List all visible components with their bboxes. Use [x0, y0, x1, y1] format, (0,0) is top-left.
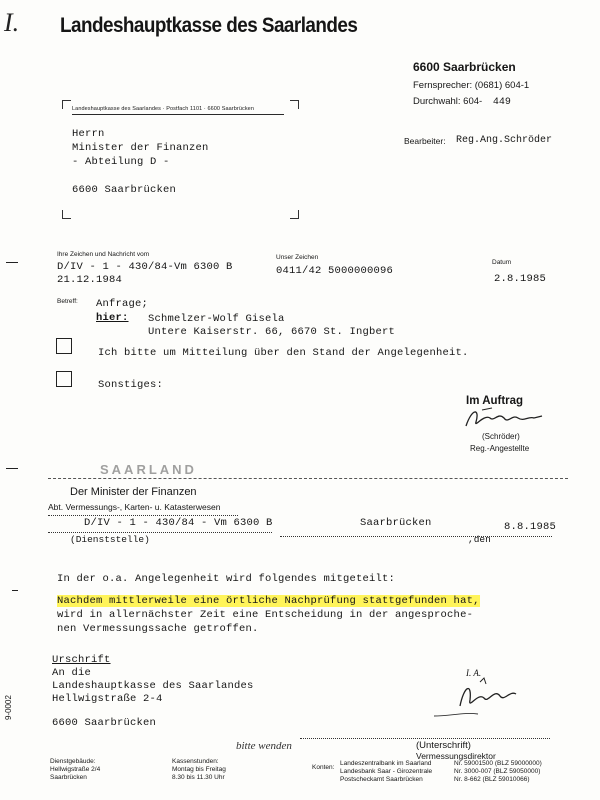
bearbeiter-value: Reg.Ang.Schröder	[456, 135, 553, 146]
urschrift-label: Urschrift	[52, 654, 111, 666]
datum-label: Datum	[492, 259, 512, 266]
footer-building-line1: Hellwigstraße 2/4	[50, 766, 101, 773]
direct-ext: 449	[492, 97, 511, 108]
footer-building-line2: Saarbrücken	[50, 774, 87, 781]
section-divider	[48, 478, 568, 479]
footer-bank3: Postscheckamt Saarbrücken	[340, 776, 423, 783]
betreff-line1: Anfrage;	[96, 298, 149, 310]
bearbeiter-label: Bearbeiter:	[404, 136, 446, 146]
reply-body1-highlight: Nachdem mittlerweile eine örtliche Nachprüfung stattgefunden hat,	[57, 595, 480, 607]
reply-body1	[57, 595, 480, 607]
org-dotted-line	[48, 515, 238, 516]
signature2-title: Vermessungsdirektor	[416, 751, 496, 761]
fold-mark-2	[6, 468, 18, 469]
handwritten-bitte-wenden: bitte wenden	[236, 740, 292, 752]
footer-hours-label: Kassenstunden:	[172, 758, 219, 765]
reply-date: 8.8.1985	[504, 521, 557, 533]
urschrift-line1: An die	[52, 667, 92, 679]
betreff-line2: Schmelzer-Wolf Gisela	[148, 313, 285, 325]
reply-ref: D/IV - 1 - 430/84 - Vm 6300 B	[84, 517, 273, 529]
checkbox-sonstiges[interactable]	[56, 371, 72, 387]
direct-label: Durchwahl: 604-	[413, 96, 483, 107]
sender-return-line: Landeshauptkasse des Saarlandes · Postfach 1101 · 6600 Saarbrücken	[72, 106, 255, 112]
option-sonstiges-text: Sonstiges:	[98, 379, 164, 391]
window-corner-bl	[62, 210, 71, 219]
recipient-line1: Herrn	[72, 128, 105, 140]
letterhead-title: Landeshauptkasse des Saarlandes	[60, 14, 358, 37]
footer-bank2: Landesbank Saar - Girozentrale	[340, 768, 433, 775]
ihre-zeichen-value2: 21.12.1984	[57, 274, 123, 286]
urschrift-line3: Hellwigstraße 2-4	[52, 693, 163, 705]
ihre-zeichen-value1: D/IV - 1 - 430/84-Vm 6300 B	[57, 261, 233, 273]
footer-hours-line1: Montag bis Freitag	[172, 766, 226, 773]
den-label: ,den	[468, 534, 491, 545]
date-dotted-line	[280, 536, 552, 537]
dienststelle-label: (Dienststelle)	[70, 534, 150, 545]
fold-mark-1	[6, 262, 18, 263]
ihre-zeichen-label: Ihre Zeichen und Nachricht vom	[57, 251, 150, 258]
checkbox-stand[interactable]	[56, 338, 72, 354]
reply-org2: Abt. Vermessungs-, Karten- u. Katasterwesen	[48, 502, 221, 512]
letterhead-phone: Fernsprecher: (0681) 604-1	[413, 80, 530, 91]
ref-dotted-line	[48, 532, 272, 533]
window-corner-tl	[62, 100, 71, 109]
signature-schroeder	[462, 404, 552, 432]
window-corner-br	[290, 210, 299, 219]
footer-bank1: Landeszentralbank im Saarland	[340, 760, 432, 767]
signature1-role: Reg.-Angestellte	[470, 444, 530, 453]
reply-intro: In der o.a. Angelegenheit wird folgendes mitgeteilt:	[57, 573, 396, 585]
betreff-line3: Untere Kaiserstr. 66, 6670 St. Ingbert	[148, 326, 396, 338]
sender-underline	[72, 114, 284, 115]
recipient-line4: 6600 Saarbrücken	[72, 184, 177, 196]
reply-body2: wird in allernächster Zeit eine Entscheidung in der angesproche-	[57, 609, 474, 621]
handwritten-mark: I.	[4, 8, 20, 37]
signature-dotted-line	[300, 738, 550, 739]
letterhead-direct	[413, 96, 511, 108]
fold-mark-3	[12, 590, 18, 591]
datum-value: 2.8.1985	[494, 273, 547, 285]
betreff-hier: hier:	[96, 312, 129, 324]
recipient-line3: - Abteilung D -	[72, 156, 170, 168]
footer-bank3-nr: Nr. 8-662 (BLZ 59010066)	[454, 776, 530, 783]
footer-bank1-nr: Nr. 59001500 (BLZ 59000000)	[454, 760, 542, 767]
signature1-name: (Schröder)	[482, 432, 520, 441]
signature-direktor	[420, 676, 560, 722]
urschrift-line2: Landeshauptkasse des Saarlandes	[52, 680, 254, 692]
reply-city: Saarbrücken	[360, 517, 432, 529]
unser-zeichen-value: 0411/42 5000000096	[276, 265, 394, 277]
window-corner-tr	[290, 100, 299, 109]
signature2-label: (Unterschrift)	[416, 740, 471, 751]
side-code: 9-0002	[4, 695, 13, 720]
footer-bank2-nr: Nr. 3000-007 (BLZ 59050000)	[454, 768, 541, 775]
unser-zeichen-label: Unser Zeichen	[276, 254, 319, 261]
footer-hours-line2: 8.30 bis 11.30 Uhr	[172, 774, 225, 781]
footer-konten-label: Konten:	[312, 764, 335, 771]
reply-org1: Der Minister der Finanzen	[70, 486, 197, 498]
option-stand-text: Ich bitte um Mitteilung über den Stand der Angelegenheit.	[98, 347, 469, 359]
reply-body3: nen Vermessungssache getroffen.	[57, 623, 259, 635]
letterhead-city: 6600 Saarbrücken	[413, 60, 516, 74]
saarland-stamp: SAARLAND	[100, 462, 197, 477]
footer-building-label: Dienstgebäude:	[50, 758, 96, 765]
betreff-label: Betreff:	[57, 298, 78, 305]
recipient-line2: Minister der Finanzen	[72, 142, 209, 154]
urschrift-line4: 6600 Saarbrücken	[52, 717, 157, 729]
signature2-ia: I. A.	[466, 668, 482, 678]
im-auftrag: Im Auftrag	[466, 395, 524, 407]
